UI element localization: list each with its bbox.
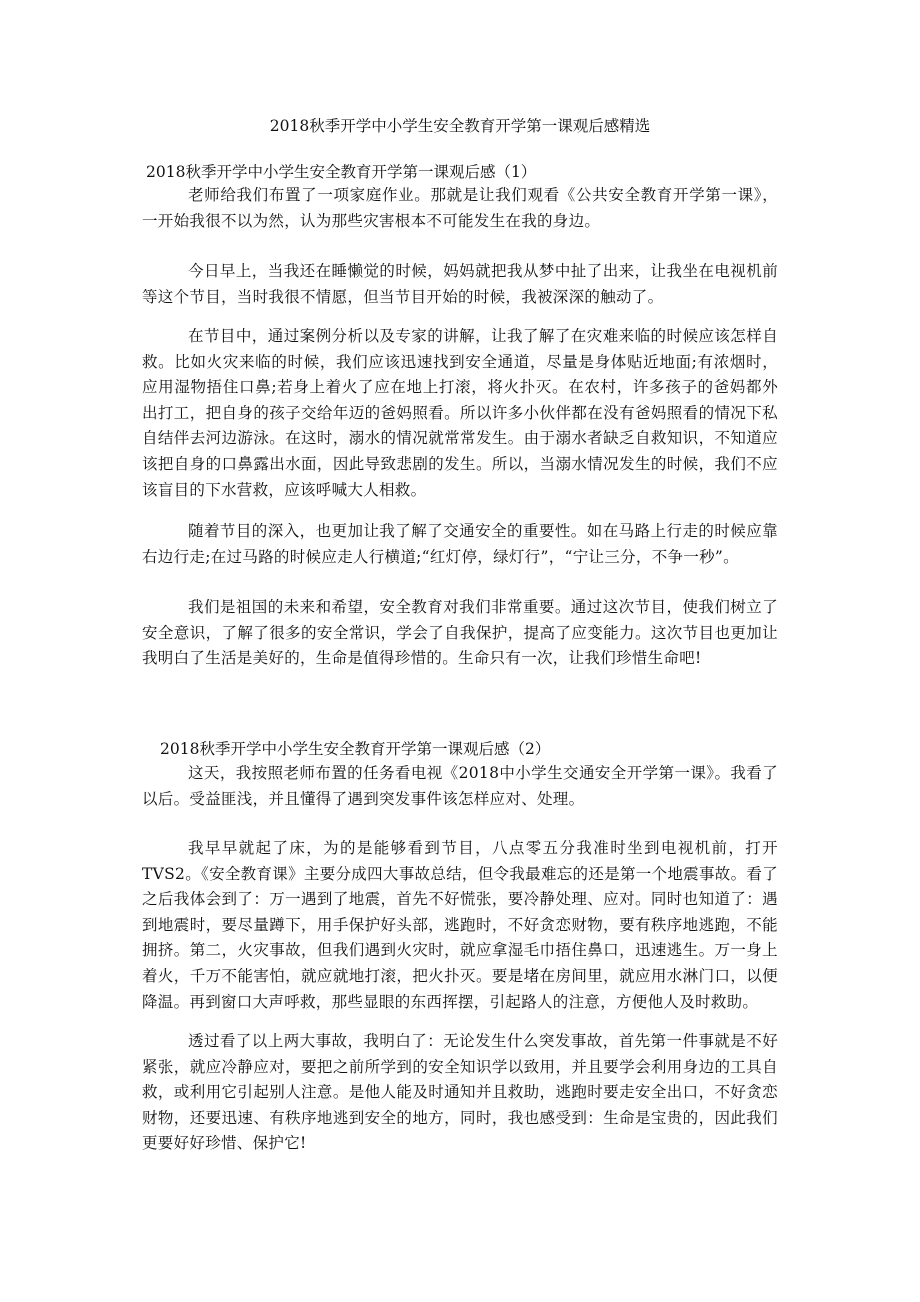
section-2-paragraph-3: 透过看了以上两大事故，我明白了：无论发生什么突发事故，首先第一件事就是不好紧张，就应冷静应对，要把之前所学到的安全知识学以致用，并且要学会利用身边的工具自救，或利用它引起别人注意。是他人能及时通知并且救助，逃跑时要走安全出口，不好贪恋财物，还要迅速、有秩序地逃到安全的地方，同时，我也感受到：生命是宝贵的，因此我们更要好好珍惜、保护它! <box>142 1032 778 1153</box>
section-2-paragraph-2: 我早早就起了床，为的是能够看到节目，八点零五分我准时坐到电视机前，打开TVS2。《安全教育课》主要分成四大事故总结，但令我最难忘的还是第一个地震事故。看了之后我体会到了：万一遇到了地震，首先不好慌张，要冷静处理、应对。同时也知道了：遇到地震时，要尽量蹲下，用手保护好头部，逃跑时，不好贪恋财物，要有秩序地逃跑，不能拥挤。第二，火灾事故，但我们遇到火灾时，就应拿湿毛巾捂住鼻口，迅速逃生。万一身上着火，千万不能害怕，就应就地打滚，把火扑灭。要是堵在房间里，就应用水淋门口，以便降温。再到窗口大声呼救，那些显眼的东西挥摆，引起路人的注意，方便他人及时救助。 <box>142 839 778 1011</box>
section-1-paragraph-3: 在节目中，通过案例分析以及专家的讲解，让我了解了在灾难来临的时候应该怎样自救。比如火灾来临的时候，我们应该迅速找到安全通道，尽量是身体贴近地面;有浓烟时，应用湿物捂住口鼻;若身上着火了应在地上打滚，将火扑灭。在农村，许多孩子的爸妈都外出打工，把自身的孩子交给年迈的爸妈照看。所以许多小伙伴都在没有爸妈照看的情况下私自结伴去河边游泳。在这时，溺水的情况就常常发生。由于溺水者缺乏自救知识，不知道应该把自身的口鼻露出水面，因此导致悲剧的发生。所以，当溺水情况发生的时候，我们不应该盲目的下水营救，应该呼喊大人相救。 <box>142 327 778 499</box>
section-2-heading: 2018秋季开学中小学生安全教育开学第一课观后感（2） <box>160 740 551 758</box>
document-title: 2018秋季开学中小学生安全教育开学第一课观后感精选 <box>269 117 651 135</box>
section-1-paragraph-2: 今日早上，当我还在睡懒觉的时候，妈妈就把我从梦中扯了出来，让我坐在电视机前等这个节目，当时我很不情愿，但当节目开始的时候，我被深深的触动了。 <box>142 262 778 306</box>
section-1-heading: 2018秋季开学中小学生安全教育开学第一课观后感（1） <box>146 163 537 181</box>
section-1-paragraph-4: 随着节目的深入，也更加让我了解了交通安全的重要性。如在马路上行走的时候应靠右边行走;在过马路的时候应走人行横道;“红灯停，绿灯行”，“宁让三分，不争一秒”。 <box>142 522 778 566</box>
section-2-paragraph-1: 这天，我按照老师布置的任务看电视《2018中小学生交通安全开学第一课》。我看了以后。受益匪浅，并且懂得了遇到突发事件该怎样应对、处理。 <box>142 764 778 808</box>
section-1-paragraph-5: 我们是祖国的未来和希望，安全教育对我们非常重要。通过这次节目，使我们树立了安全意识，了解了很多的安全常识，学会了自我保护，提高了应变能力。这次节目也更加让我明白了生活是美好的，生命是值得珍惜的。生命只有一次，让我们珍惜生命吧! <box>142 598 778 668</box>
section-1-paragraph-1: 老师给我们布置了一项家庭作业。那就是让我们观看《公共安全教育开学第一课》，一开始我很不以为然，认为那些灾害根本不可能发生在我的身边。 <box>142 186 778 230</box>
